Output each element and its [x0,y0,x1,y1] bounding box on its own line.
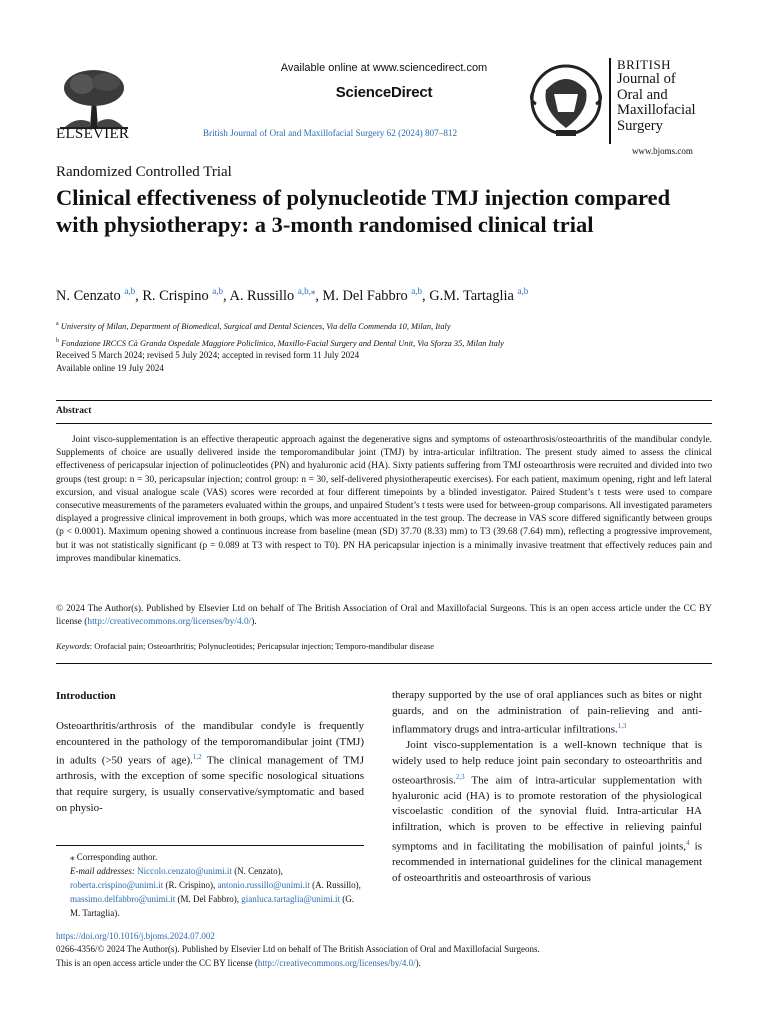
article-title: Clinical effectiveness of polynucleotide TMJ injection compared with physiotherapy: a 3-month randomised clinical trial [56,185,671,237]
journal-citation[interactable]: British Journal of Oral and Maxillofacial Surgery 62 (2024) 807–812 [202,128,458,138]
journal-line: Journal of [617,71,676,88]
author-name[interactable]: A. Russillo [229,287,295,304]
abstract-heading: Abstract [56,406,92,416]
journal-crest-icon [526,60,606,140]
journal-line: Maxillofacial [617,102,696,119]
journal-title [617,57,696,134]
abstract-copyright: © 2024 The Author(s). Published by Elsevier Ltd on behalf of The British Association of Oral and Maxillofacial Surgeons. This is an open access article under the CC BY license (http://creativecommons.org/licenses/by/4.0/). [56,604,712,628]
affiliations [56,317,504,351]
corresponding-footnote: ⁎ Corresponding author. E-mail addresses: Niccolo.cenzato@unimi.it (N. Cenzato), roberta.crispino@unimi.it (R. Crispino), antonio.russillo@unimi.it (A. Russillo), massimo.delfabbro@unimi.it (M. Del Fabbro), gianluca.tartaglia@unimi.it (G. M. Tartaglia). [56,850,364,920]
keywords-list: Orofacial pain; Osteoarthritis; Polynucleotides; Pericapsular injection; Temporo-mandibular disease [94,641,435,651]
author-affil-mark[interactable]: a,b [411,286,423,296]
doi-link[interactable]: https://doi.org/10.1016/j.bjoms.2024.07.002 [56,931,215,941]
journal-line: Surgery [617,117,663,134]
email-link[interactable]: roberta.crispino@unimi.it [70,880,164,890]
author-affil-mark[interactable]: a,b [124,286,136,296]
divider [56,663,712,664]
corresponding-author: ⁎ Corresponding author. [70,852,158,862]
footnote-divider [56,845,364,846]
intro-right-column [392,688,702,886]
license-link[interactable]: http://creativecommons.org/licenses/by/4.0/ [257,957,416,968]
article-type: Randomized Controlled Trial [56,164,232,180]
citation-ref[interactable]: 2,3 [455,772,465,781]
email-label: E-mail addresses: [70,866,135,876]
email-link[interactable]: Niccolo.cenzato@unimi.it [137,866,232,876]
affiliation-item: $^b$ Fondazione IRCCS Cà Granda Ospedale Maggiore Policlinico, Maxillo-Facial Surgery and Dental Unit, Via Sforza 35, Milan Italy [56,337,504,348]
author-affil-mark[interactable]: a,b [212,286,224,296]
section-heading: Introduction [56,690,116,702]
citation-ref[interactable]: 1,2 [192,753,202,762]
author-list: N. Cenzato $^{a,b}$, R. Crispino $^{a,b}$, A. Russillo $^{a,b,⁎}$, M. Del Fabbro $^{a,b}$, G.M. Tartaglia $^{a,b}$ [56,286,529,304]
journal-url[interactable]: www.bjoms.com [632,146,693,156]
paragraph: Joint visco-supplementation is a well-known technique that is widely used to help reduce joint pain secondary to osteoarthritis and osteoarthrosis.$^{2,3}$ The aim of intra-articular supplementation with hyaluronic acid (HA) is to promote restoration of the physiological viscoelastic condition of the synovial fluid. Intra-articular HA infiltration, which is proven to be effective in relieving painful symptoms and in facilitating the mobilisation of painful joints,$^4$ is recommended in international guidelines for the clinical management of osteoarthritis and osteoarthrosis of various [392,739,702,884]
author-name[interactable]: R. Crispino [142,287,209,304]
publisher-name: ELSEVIER [56,126,130,142]
email-link[interactable]: massimo.delfabbro@unimi.it [70,894,176,904]
journal-line: Oral and [617,86,668,103]
author-affil-mark[interactable]: a,b,⁎ [297,286,316,296]
available-date: Available online 19 July 2024 [56,363,164,373]
email-link[interactable]: gianluca.tartaglia@unimi.it [241,894,341,904]
license-line: This is an open access article under the CC BY license (http://creativecommons.org/licenses/by/4.0/). [56,957,421,968]
available-online: Available online at www.sciencedirect.com [280,62,488,74]
received-dates: Received 5 March 2024; revised 5 July 2024; accepted in revised form 11 July 2024 [56,350,360,360]
author-affil-mark[interactable]: a,b [517,286,529,296]
license-link[interactable]: http://creativecommons.org/licenses/by/4.0/ [87,617,252,628]
citation-ref[interactable]: 4 [686,838,690,847]
sciencedirect-logo[interactable]: ScienceDirect [335,84,433,101]
divider [56,400,712,401]
divider [56,423,712,424]
page-footer [56,930,716,970]
citation-ref[interactable]: 1,3 [617,722,627,731]
affiliation-item: $^a$ University of Milan, Department of Biomedical, Surgical and Dental Sciences, Via della Commenda 10, Milan, Italy [56,321,451,331]
intro-left-column: Osteoarthritis/arthrosis of the mandibular condyle is frequently encountered in the pathology of the temporomandibular joint (TMJ) in adults (>50 years of age).$^{1,2}$ The clinical management of TMJ arthrosis, with the exception of some specific nosological situations that require surgery, is usually conservative/symptomatic and based on physio- [56,720,364,814]
journal-line: BRITISH [617,57,672,72]
abstract-body: Joint visco-supplementation is an effective therapeutic approach against the degenerative signs and symptoms of osteoarthrosis/osteoarthritis of the mandibular condyle. Supplements of choice are usually delivered inside the temporomandibular joint (TMJ) by intra-articular infiltration. The present study aimed to assess the clinical effectiveness of pericapsular injection of polinucleotides (PN) and hyaluronic acid (HA). Sixty patients suffering from TMJ osteoarthrosis were recruited and divided into two groups (test group: n = 30, pericapsular injection; control group: n = 30, self-delivered physiotherapeutic exercises). For each patient, maximum opening, right and left lateral excursion, and visual analogue scale (VAS) scores were recorded at four different timepoints by a blinded investigator. Paired Student’s t tests were used to compare consecutive measurements of the parameters evaluated within the groups, and unpaired Student’s t tests were used for between-group comparisons. All investigated parameters displayed a progressive clinical improvement in both groups, which was more accentuated in the test group. The decrease in VAS score differed significantly between groups (p < 0.0001). Maximum opening showed a continuous increase from baseline (mean (SD) 37.70 (8.33) mm) to T3 (39.68 (7.64) mm), reflecting a progressive improvement, but it was not statistically significant (p = 0.089 at T3 with respect to T0). PN HA pericapsular injection is a minimally invasive treatment that effectively reduces pain and improves mandibular kinematics. [56,435,712,564]
keywords-label: Keywords [56,641,90,651]
email-link[interactable]: antonio.russillo@unimi.it [217,880,310,890]
author-name[interactable]: M. Del Fabbro [322,287,408,304]
article-dates [56,349,359,375]
author-name[interactable]: N. Cenzato [56,287,121,304]
paragraph: therapy supported by the use of oral appliances such as bites or night guards, and on the administration of pain-relieving and anti-inflammatory drugs and intra-articular infiltrations.$^{1,3}$ [392,689,702,736]
keywords: Keywords: Orofacial pain; Osteoarthritis; Polynucleotides; Pericapsular injection; Temporo-mandibular disease [56,641,435,651]
issn-copyright: 0266-4356/© 2024 The Author(s). Published by Elsevier Ltd on behalf of The British Association of Oral and Maxillofacial Surgeons. [56,944,540,955]
author-name[interactable]: G.M. Tartaglia [429,287,514,304]
journal-divider [609,58,611,144]
